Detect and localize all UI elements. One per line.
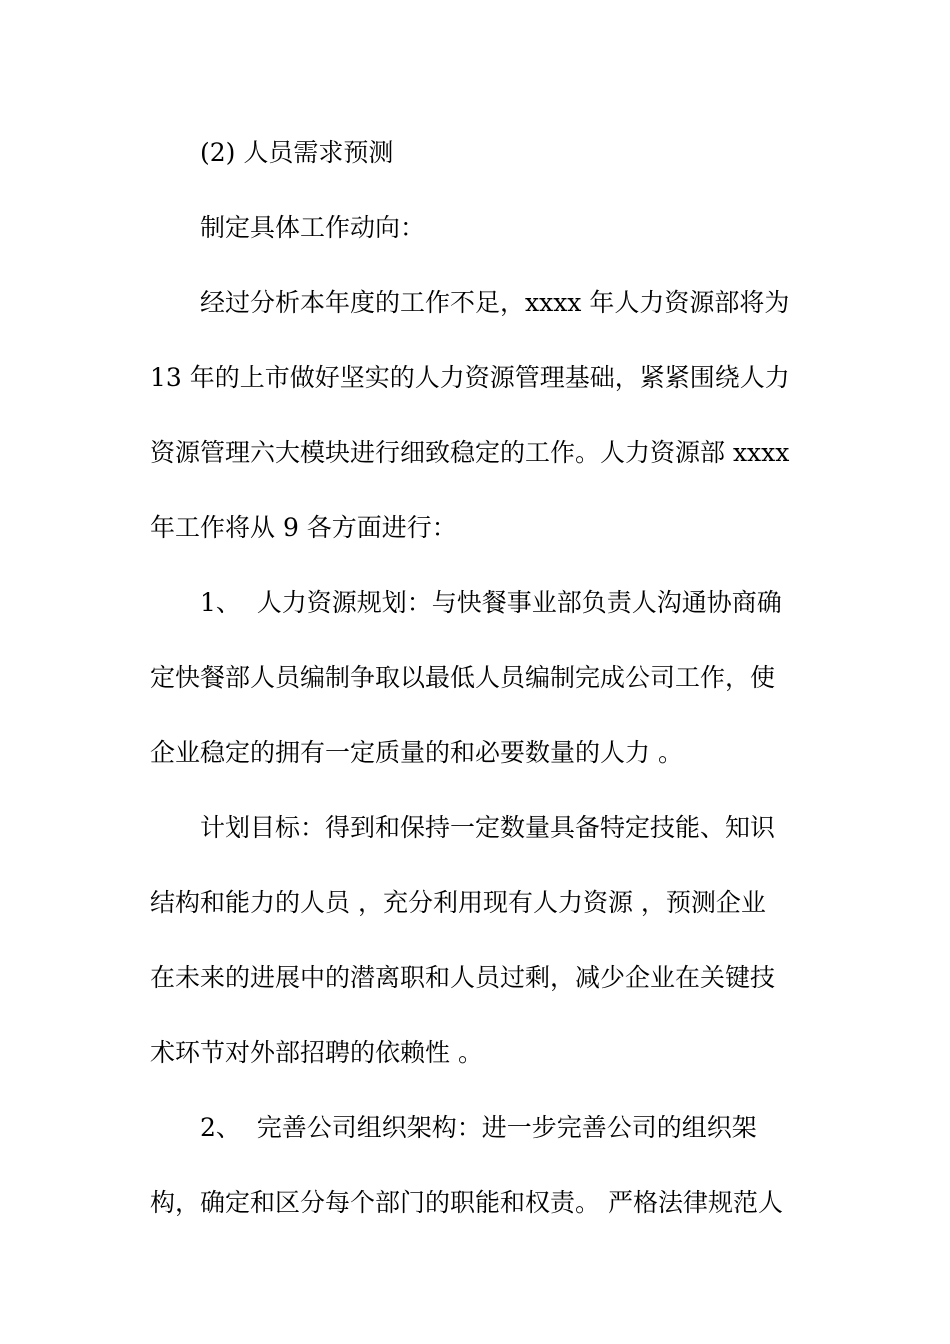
paragraph-line: 定快餐部人员编制争取以最低人员编制完成公司工作，使 <box>150 663 776 692</box>
paragraph-line: 构，确定和区分每个部门的职能和权责。 严格法律规范人 <box>150 1188 783 1217</box>
paragraph-line: 经过分析本年度的工作不足，xxxx 年人力资源部将为 <box>200 288 790 317</box>
paragraph-line: 年工作将从 9 各方面进行： <box>150 513 457 542</box>
section-heading: (2) 人员需求预测 <box>200 138 394 167</box>
paragraph-line: 在未来的进展中的潜离职和人员过剩，减少企业在关键技 <box>150 963 776 992</box>
paragraph-line: 13 年的上市做好坚实的人力资源管理基础，紧紧围绕人力 <box>150 363 790 392</box>
list-item-line: 2、 完善公司组织架构：进一步完善公司的组织架 <box>200 1113 757 1142</box>
paragraph-line: 企业稳定的拥有一定质量的和必要数量的人力 。 <box>150 738 683 767</box>
paragraph-line: 计划目标：得到和保持一定数量具备特定技能、知识 <box>200 813 776 842</box>
paragraph-line: 制定具体工作动向： <box>200 213 426 242</box>
paragraph-line: 术环节对外部招聘的依赖性 。 <box>150 1038 483 1067</box>
list-item-line: 1、 人力资源规划：与快餐事业部负责人沟通协商确 <box>200 588 782 617</box>
paragraph-line: 资源管理六大模块进行细致稳定的工作。人力资源部 xxxx <box>150 438 790 467</box>
paragraph-line: 结构和能力的人员 ，充分利用现有人力资源 ，预测企业 <box>150 888 766 917</box>
